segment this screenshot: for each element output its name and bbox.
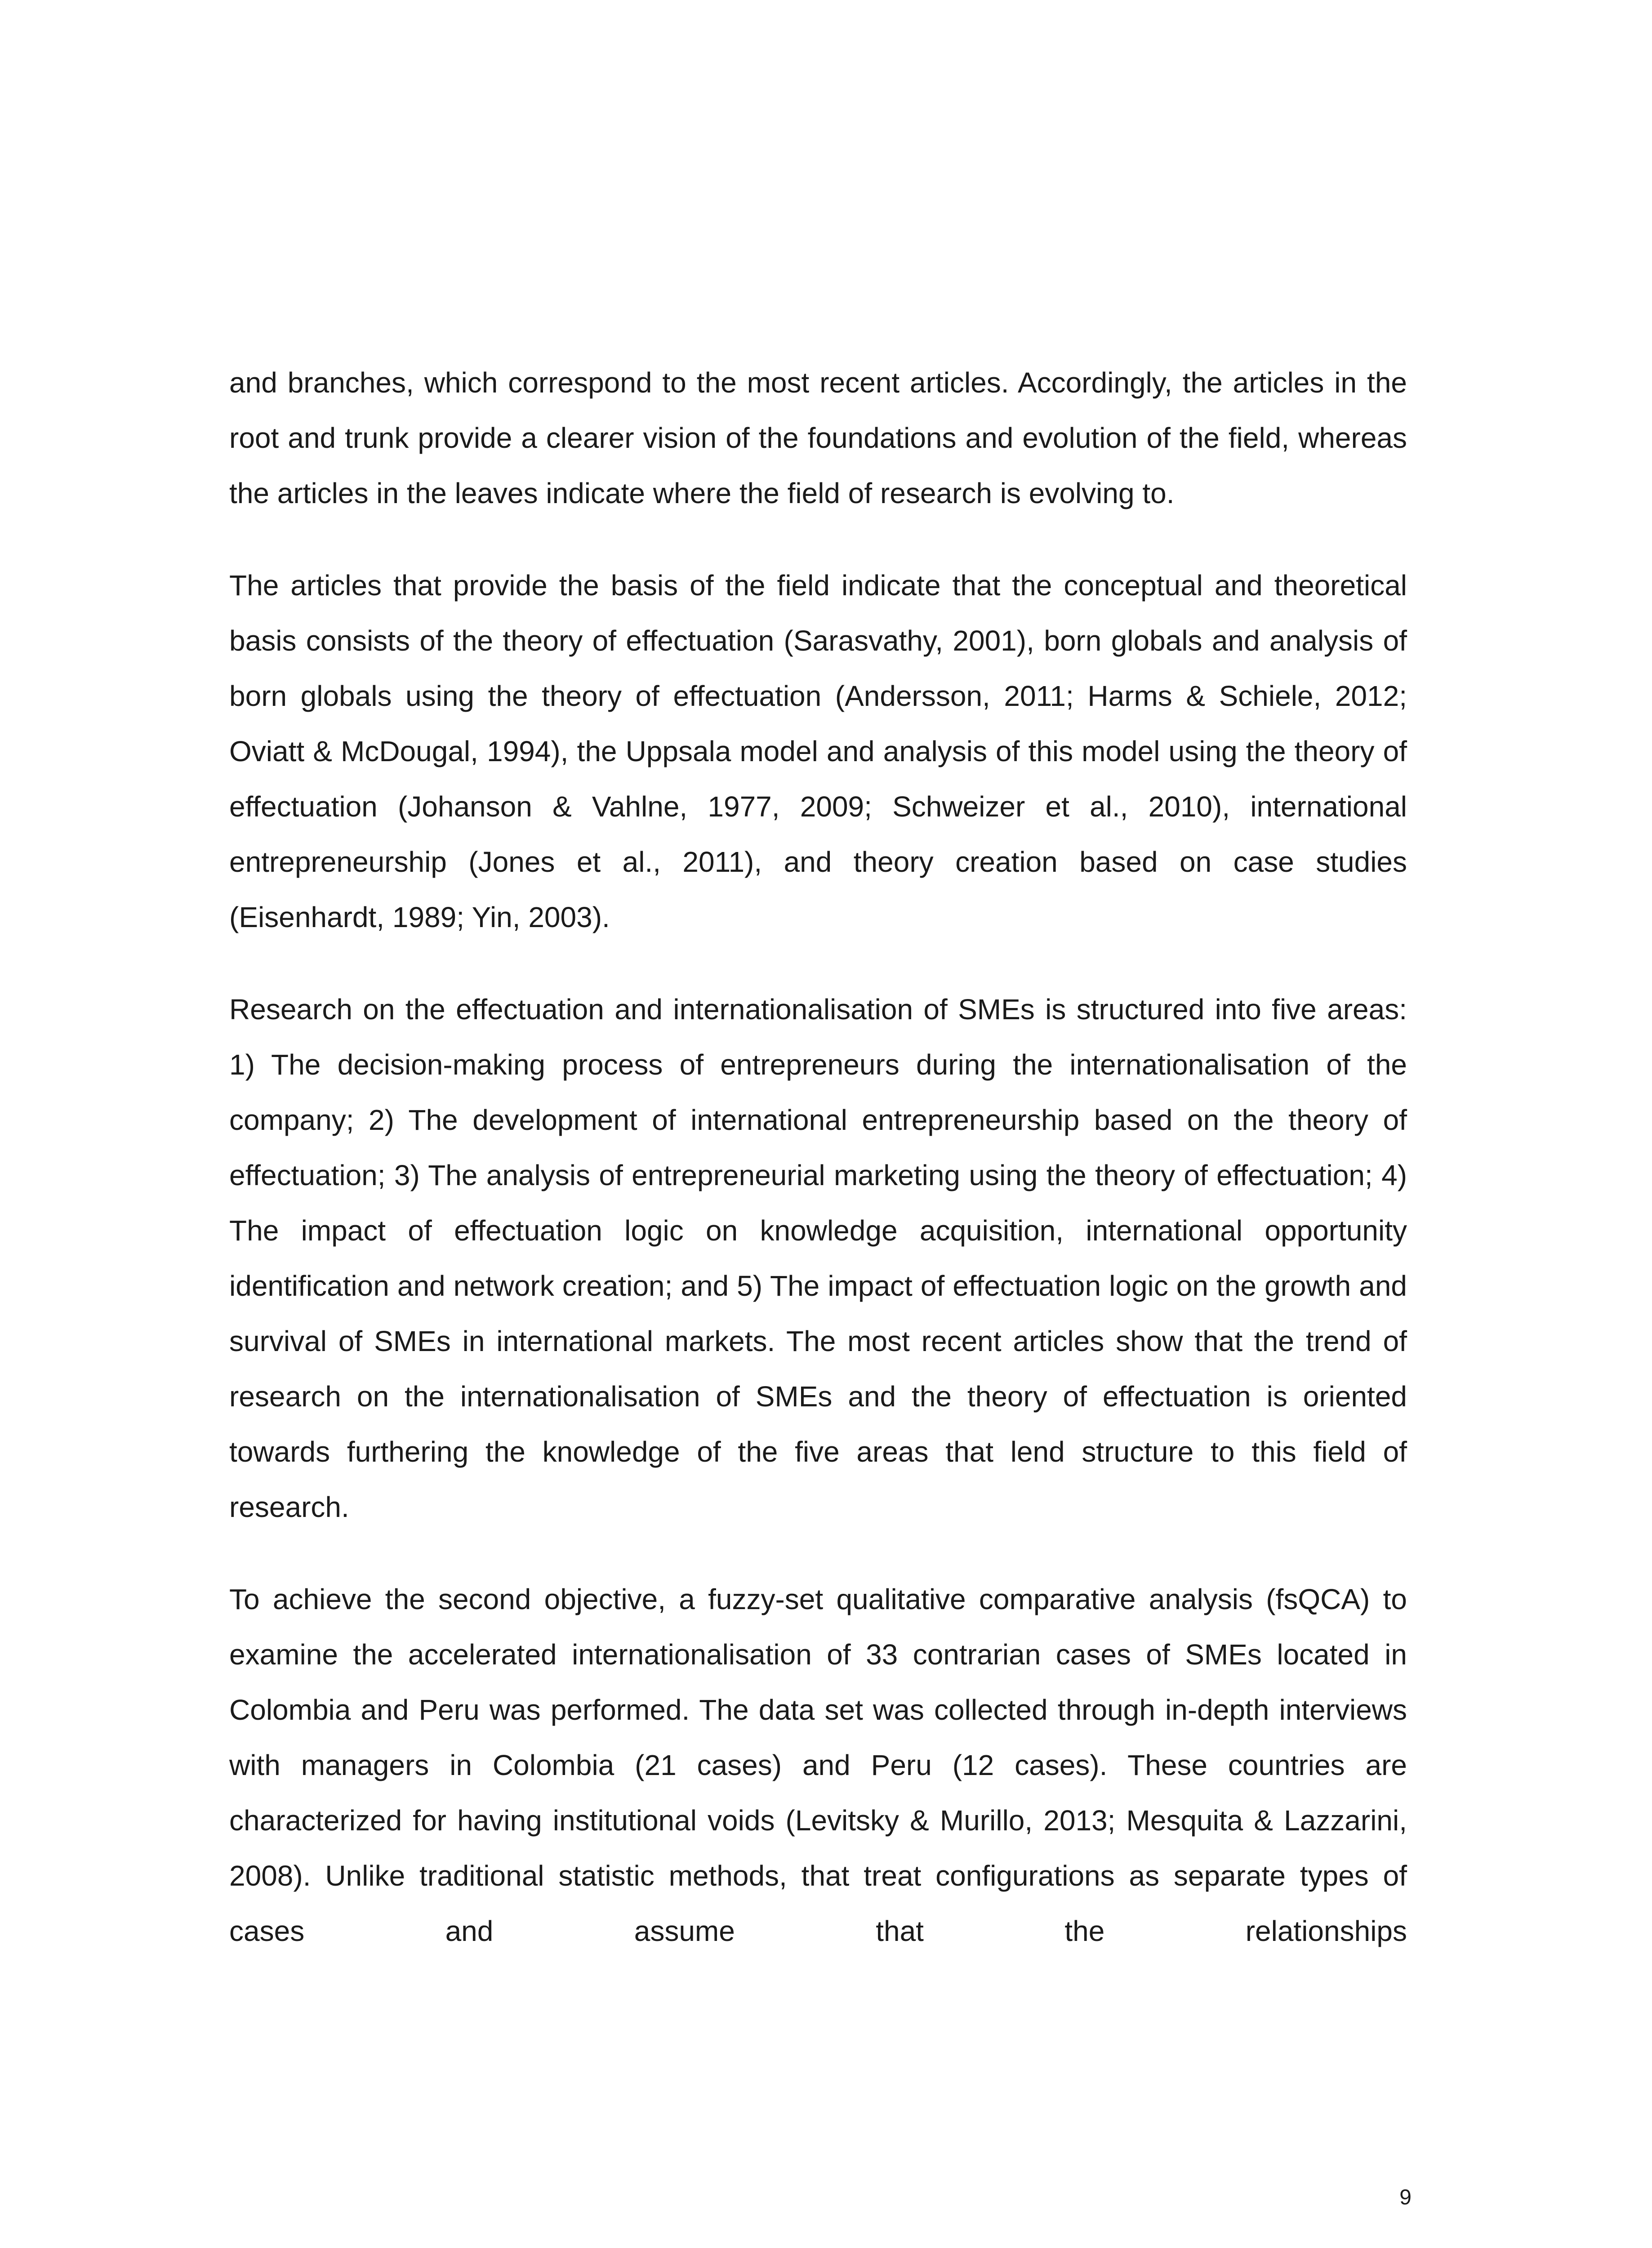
paragraph-2: The articles that provide the basis of the field indicate that the conceptual and theoretical basis consists of the theory of effectuation (Sarasvathy, 2001), born globals and analysis of born globals using the theory of effectuation (Andersson, 2011; Harms & Schiele, 2012; Oviatt & McDougal, 1994), the Uppsala model and analysis of this model using the theory of effectuation (Johanson & Vahlne, 1977, 2009; Schweizer et al., 2010), international entrepreneurship (Jones et al., 2011), and theory creation based on case studies (Eisenhardt, 1989; Yin, 2003). — [229, 569, 1407, 933]
paragraph-1: and branches, which correspond to the most recent articles. Accordingly, the articles in the root and trunk provide a clearer vision of the foundations and evolution of the field, whereas the articles in the leaves indicate where the field of research is evolving to. — [229, 366, 1407, 509]
paragraph-3: Research on the effectuation and internationalisation of SMEs is structured into five areas: 1) The decision-making process of entrepreneurs during the internationalisation of the company; 2) The development of international entrepreneurship based on the theory of effectuation; 3) The analysis of entrepreneurial marketing using the theory of effectuation; 4) The impact of effectuation logic on knowledge acquisition, international opportunity identification and network creation; and 5) The impact of effectuation logic on the growth and survival of SMEs in international markets. The most recent articles show that the trend of research on the internationalisation of SMEs and the theory of effectuation is oriented towards furthering the knowledge of the five areas that lend structure to this field of research. — [229, 993, 1407, 1523]
body-text — [229, 355, 1407, 1959]
paragraph-4: To achieve the second objective, a fuzzy-set qualitative comparative analysis (fsQCA) to examine the accelerated internationalisation of 33 contrarian cases of SMEs located in Colombia and Peru was performed. The data set was collected through in-depth interviews with managers in Colombia (21 cases) and Peru (12 cases). These countries are characterized for having institutional voids (Levitsky & Murillo, 2013; Mesquita & Lazzarini, 2008). Unlike traditional statistic methods, that treat configurations as separate types of cases and assume that the relationships — [229, 1583, 1407, 1947]
page-number: 9 — [1399, 2186, 1412, 2209]
